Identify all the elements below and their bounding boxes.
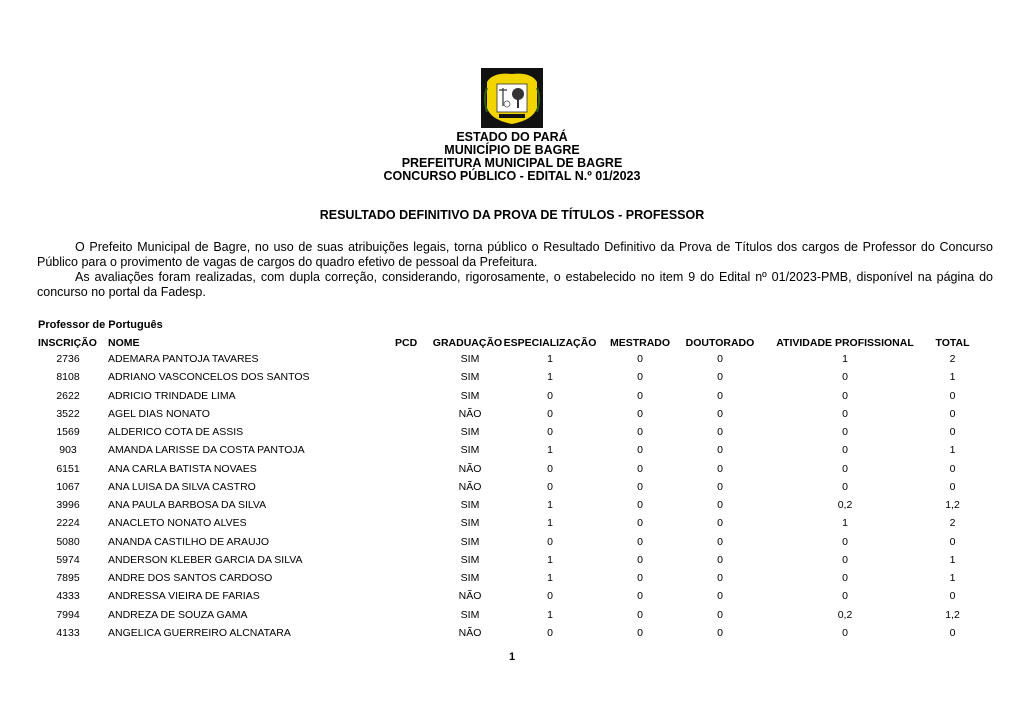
cell-inscricao: 7994 <box>56 608 80 621</box>
cell-inscricao: 3522 <box>56 407 80 420</box>
cell-doutorado: 0 <box>717 444 723 457</box>
cell-atividade: 0,2 <box>837 499 853 511</box>
cell-especializacao: 0 <box>547 590 553 603</box>
cell-inscricao: 2224 <box>56 517 80 530</box>
column-header-especializacao: ESPECIALIZAÇÃO <box>503 337 597 349</box>
cell-nome: ANDRESSA VIEIRA DE FARIAS <box>108 590 260 603</box>
cell-graduacao: SIM <box>460 371 480 384</box>
cell-doutorado: 0 <box>717 517 723 530</box>
cell-atividade: 0 <box>842 626 848 639</box>
header-contest-edital: CONCURSO PÚBLICO - EDITAL N.º 01/2023 <box>383 169 641 183</box>
cell-inscricao: 1067 <box>56 480 80 493</box>
cell-total: 0 <box>949 626 956 639</box>
column-header-atividade-profissional: ATIVIDADE PROFISSIONAL <box>776 337 914 349</box>
column-header-total: TOTAL <box>935 337 970 349</box>
column-header-pcd: PCD <box>395 337 418 349</box>
cell-nome: ANA LUISA DA SILVA CASTRO <box>108 480 256 493</box>
cell-mestrado: 0 <box>637 353 643 365</box>
cell-atividade: 0 <box>842 407 848 420</box>
cell-mestrado: 0 <box>637 462 643 475</box>
cell-doutorado: 0 <box>717 462 723 475</box>
table-row <box>0 590 1024 608</box>
cell-especializacao: 1 <box>547 608 553 621</box>
table-row <box>0 353 1024 371</box>
cell-especializacao: 1 <box>547 553 553 566</box>
header-municipality: MUNICÍPIO DE BAGRE <box>444 143 580 157</box>
cell-total: 1,2 <box>945 608 960 621</box>
cell-mestrado: 0 <box>637 426 643 438</box>
cell-nome: ANDRE DOS SANTOS CARDOSO <box>108 572 273 584</box>
cell-mestrado: 0 <box>637 407 643 420</box>
cell-total: 0 <box>949 535 956 548</box>
cell-nome: ADRIANO VASCONCELOS DOS SANTOS <box>108 371 310 384</box>
cell-mestrado: 0 <box>637 626 643 639</box>
cell-especializacao: 0 <box>547 389 553 402</box>
cell-graduacao: SIM <box>460 353 480 365</box>
cell-inscricao: 2622 <box>56 389 80 402</box>
cell-inscricao: 1569 <box>56 426 80 438</box>
cell-atividade: 0 <box>842 590 848 603</box>
cell-nome: ANGELICA GUERREIRO ALCNATARA <box>108 626 291 639</box>
cell-total: 0 <box>949 480 956 493</box>
cell-mestrado: 0 <box>637 553 643 566</box>
cell-especializacao: 1 <box>547 517 553 530</box>
cell-doutorado: 0 <box>717 389 723 402</box>
cell-mestrado: 0 <box>637 572 643 584</box>
cell-inscricao: 8108 <box>56 371 80 384</box>
table-row <box>0 408 1024 426</box>
cell-doutorado: 0 <box>717 572 723 584</box>
cell-inscricao: 5974 <box>56 553 80 566</box>
cell-nome: ANDREZA DE SOUZA GAMA <box>108 608 248 621</box>
table-row <box>0 627 1024 645</box>
cell-graduacao: SIM <box>460 389 480 402</box>
cell-nome: AMANDA LARISSE DA COSTA PANTOJA <box>108 444 305 457</box>
cell-atividade: 1 <box>842 353 848 365</box>
cell-nome: ALDERICO COTA DE ASSIS <box>108 426 244 438</box>
cell-graduacao: SIM <box>460 517 480 530</box>
cell-graduacao: SIM <box>460 572 480 584</box>
cell-total: 1 <box>949 572 956 584</box>
cell-doutorado: 0 <box>717 426 723 438</box>
column-header-inscricao: INSCRIÇÃO <box>38 337 97 349</box>
table-row <box>0 463 1024 481</box>
cell-mestrado: 0 <box>637 499 643 511</box>
cell-nome: ADEMARA PANTOJA TAVARES <box>108 353 259 365</box>
cell-mestrado: 0 <box>637 480 643 493</box>
cell-total: 0 <box>949 389 956 402</box>
cell-nome: ANACLETO NONATO ALVES <box>108 517 247 530</box>
cell-especializacao: 1 <box>547 353 553 365</box>
cell-inscricao: 5080 <box>56 535 80 548</box>
cell-doutorado: 0 <box>717 590 723 603</box>
cell-especializacao: 0 <box>547 407 553 420</box>
cell-nome: ANANDA CASTILHO DE ARAUJO <box>108 535 270 548</box>
cell-atividade: 0 <box>842 480 848 493</box>
cell-graduacao: SIM <box>460 499 480 511</box>
cell-especializacao: 0 <box>547 535 553 548</box>
cell-mestrado: 0 <box>637 517 643 530</box>
cell-doutorado: 0 <box>717 626 723 639</box>
cell-graduacao: SIM <box>460 608 480 621</box>
cell-inscricao: 6151 <box>56 462 80 475</box>
cell-total: 1 <box>949 553 956 566</box>
cell-mestrado: 0 <box>637 535 643 548</box>
cell-doutorado: 0 <box>717 353 723 365</box>
cell-total: 2 <box>949 353 956 365</box>
cell-atividade: 0 <box>842 572 848 584</box>
table-row <box>0 499 1024 517</box>
cell-graduacao: SIM <box>460 535 480 548</box>
cell-atividade: 0 <box>842 535 848 548</box>
cell-graduacao: NÃO <box>458 626 482 639</box>
cell-atividade: 0,2 <box>837 608 853 621</box>
table-row <box>0 572 1024 590</box>
table-row <box>0 536 1024 554</box>
cell-especializacao: 1 <box>547 444 553 457</box>
cell-inscricao: 4133 <box>56 626 80 639</box>
cell-especializacao: 1 <box>547 572 553 584</box>
cell-atividade: 0 <box>842 371 848 384</box>
column-header-graduacao: GRADUAÇÃO <box>432 337 503 349</box>
cell-especializacao: 0 <box>547 626 553 639</box>
header-prefecture: PREFEITURA MUNICIPAL DE BAGRE <box>401 156 623 170</box>
table-row <box>0 554 1024 572</box>
cell-inscricao: 2736 <box>56 353 80 365</box>
cell-atividade: 0 <box>842 553 848 566</box>
cell-mestrado: 0 <box>637 444 643 457</box>
cell-graduacao: NÃO <box>458 480 482 493</box>
column-header-doutorado: DOUTORADO <box>685 337 755 349</box>
cell-doutorado: 0 <box>717 608 723 621</box>
cell-total: 0 <box>949 426 956 438</box>
table-row <box>0 481 1024 499</box>
cell-especializacao: 1 <box>547 371 553 384</box>
cell-doutorado: 0 <box>717 480 723 493</box>
cell-mestrado: 0 <box>637 371 643 384</box>
table-row <box>0 390 1024 408</box>
document-title: RESULTADO DEFINITIVO DA PROVA DE TÍTULOS - PROFESSOR <box>319 208 705 222</box>
cell-inscricao: 4333 <box>56 590 80 603</box>
cell-total: 0 <box>949 407 956 420</box>
table-row <box>0 371 1024 389</box>
cell-doutorado: 0 <box>717 407 723 420</box>
cell-doutorado: 0 <box>717 499 723 511</box>
column-header-mestrado: MESTRADO <box>609 337 671 349</box>
cell-inscricao: 3996 <box>56 499 80 511</box>
cell-graduacao: SIM <box>460 553 480 566</box>
cell-inscricao: 7895 <box>56 572 80 584</box>
cell-total: 0 <box>949 462 956 475</box>
table-row <box>0 609 1024 627</box>
cell-graduacao: SIM <box>460 426 480 438</box>
cell-especializacao: 0 <box>547 480 553 493</box>
cell-total: 0 <box>949 590 956 603</box>
cell-nome: AGEL DIAS NONATO <box>108 407 210 420</box>
column-header-nome: NOME <box>108 337 140 349</box>
municipal-coat-of-arms-emblem <box>481 68 543 128</box>
cell-especializacao: 0 <box>547 426 553 438</box>
cell-inscricao: 903 <box>59 444 77 457</box>
cell-atividade: 1 <box>842 517 848 530</box>
cell-graduacao: NÃO <box>458 462 482 475</box>
cell-nome: ANDERSON KLEBER GARCIA DA SILVA <box>108 553 303 566</box>
cell-doutorado: 0 <box>717 553 723 566</box>
cell-mestrado: 0 <box>637 389 643 402</box>
cell-graduacao: NÃO <box>458 407 482 420</box>
cell-total: 1,2 <box>945 499 960 511</box>
intro-paragraph: O Prefeito Municipal de Bagre, no uso de suas atribuições legais, torna público o Resultado Definitivo da Prova de Títulos dos cargos de Professor do Concurso Público para o provimento de vagas de cargos do quadro efetivo de pessoal da Prefeitura. <box>37 240 993 269</box>
table-row <box>0 426 1024 444</box>
section-title: Professor de Português <box>38 319 163 331</box>
cell-doutorado: 0 <box>717 371 723 384</box>
cell-especializacao: 1 <box>547 499 553 511</box>
cell-mestrado: 0 <box>637 608 643 621</box>
cell-graduacao: SIM <box>460 444 480 457</box>
cell-total: 1 <box>949 371 956 384</box>
cell-doutorado: 0 <box>717 535 723 548</box>
page-number: 1 <box>508 651 516 663</box>
cell-nome: ANA CARLA BATISTA NOVAES <box>108 462 257 475</box>
cell-atividade: 0 <box>842 444 848 457</box>
table-row <box>0 517 1024 535</box>
cell-nome: ADRICIO TRINDADE LIMA <box>108 389 236 402</box>
cell-graduacao: NÃO <box>458 590 482 603</box>
cell-nome: ANA PAULA BARBOSA DA SILVA <box>108 499 267 511</box>
table-row <box>0 444 1024 462</box>
header-state: ESTADO DO PARÁ <box>456 130 568 144</box>
evaluation-paragraph: As avaliações foram realizadas, com dupla correção, considerando, rigorosamente, o estabelecido no item 9 do Edital nº 01/2023-PMB, disponível na página do concurso no portal da Fadesp. <box>37 270 993 299</box>
cell-total: 2 <box>949 517 956 530</box>
cell-atividade: 0 <box>842 462 848 475</box>
cell-especializacao: 0 <box>547 462 553 475</box>
cell-total: 1 <box>949 444 956 457</box>
cell-atividade: 0 <box>842 389 848 402</box>
cell-mestrado: 0 <box>637 590 643 603</box>
cell-atividade: 0 <box>842 426 848 438</box>
